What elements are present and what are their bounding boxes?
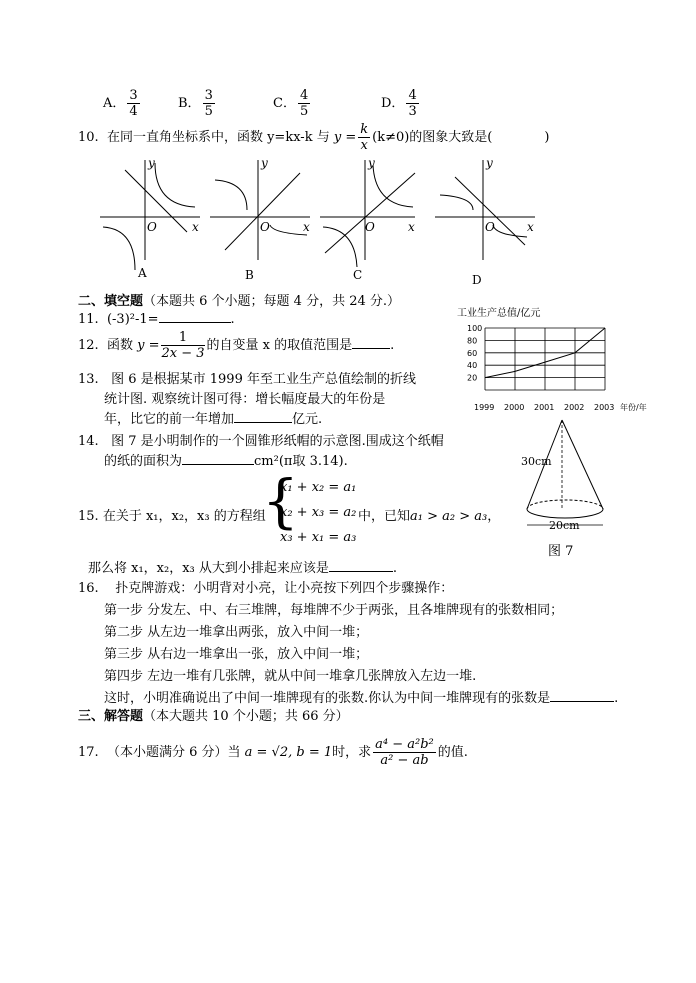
graph-d — [435, 160, 535, 260]
y-tick-label: 80 — [467, 336, 478, 346]
q9-option-c: C． $\frac{4}{5}$ — [273, 88, 309, 119]
q9-option-b: B． $\frac{3}{5}$ — [178, 88, 213, 119]
q10-graphs — [95, 155, 545, 290]
q10-stem: 10. 在同一直角坐标系中，函数 y=kx-k 与 y = $\frac{k}{x}$ (k≠0)的图象大致是( ) — [78, 122, 550, 153]
axis-label: y — [148, 156, 155, 170]
q15-eq3: x₃ + x₁ = a₃ — [280, 530, 357, 545]
y-tick-label: 60 — [467, 348, 478, 358]
y-tick-label: 40 — [467, 361, 478, 371]
chart-title: 工业生产总值/亿元 — [457, 308, 541, 319]
x-axis-label: 年份/年 — [620, 403, 647, 412]
brace: { — [262, 467, 299, 535]
q16: 16. 扑克牌游戏：小明背对小亮，让小亮按下列四个步骤操作： 第一步 分发左、中、右三堆牌，每堆牌不少于两张，且各堆牌现有的张数相同； 第二步 从左边一堆拿出两张，放入中间一堆； 第三步 从右边一堆拿出一张，放入中间一堆； 第四步 左边一堆有几张牌，就从中间一堆拿几张牌放入左边一堆. 这时，小明准确说出了中间一堆牌现有的张数.你认为中间一堆牌现有的张数是 . — [78, 581, 619, 706]
q13: 13. 图 6 是根据某市 1999 年至工业生产总值绘制的折线 统计图. 观察统计图可得：增长幅度最大的年份是 年，比它的前一年增加 亿元. — [78, 372, 416, 427]
axis-label: y — [261, 156, 268, 170]
figure7-caption: 图 7 — [548, 544, 574, 559]
y-tick-label: 20 — [467, 373, 478, 383]
q9-options — [103, 78, 443, 118]
x-tick-label: 1999 — [474, 403, 495, 412]
q9-option-a: A． $\frac{3}{4}$ — [103, 88, 138, 119]
graph-c — [320, 160, 415, 267]
line-chart — [450, 318, 665, 418]
q15-eq1: x₁ + x₂ = a₁ — [280, 480, 357, 495]
x-tick-label: 2000 — [504, 403, 525, 412]
graph-label-d: D — [472, 273, 482, 287]
graph-b — [210, 160, 310, 260]
origin-label: O — [147, 220, 157, 234]
axis-label: x — [192, 220, 199, 234]
section3-heading: 三、解答题（本大题共 10 个小题；共 66 分） — [78, 709, 349, 724]
axis-label: y — [368, 156, 375, 170]
graph-label-a: A — [138, 266, 147, 280]
graph-label-c: C — [353, 268, 363, 282]
y-tick-label: 100 — [467, 324, 483, 333]
q15-line2: 那么将 x₁，x₂，x₃ 从大到小排起来应该是 . — [88, 561, 398, 576]
q15-condition: 中，已知a₁ > a₂ > a₃， — [358, 509, 501, 524]
q11: 11. (-3)²-1= . — [78, 312, 235, 327]
origin-label: O — [485, 220, 495, 234]
origin-label: O — [260, 220, 270, 234]
x-tick-label: 2002 — [564, 403, 585, 412]
axis-label: x — [527, 220, 534, 234]
q12: 12. 函数 y = $\frac{1}{2x - 3}$ 的自变量 x 的取值范围是 . — [78, 330, 395, 361]
axis-label: x — [408, 220, 415, 234]
q9-option-d: D． $\frac{4}{3}$ — [381, 88, 417, 119]
q15-number: 15. 在关于 x₁，x₂，x₃ 的方程组 — [78, 509, 266, 524]
q14: 14. 图 7 是小明制作的一个圆锥形纸帽的示意图.围成这个纸帽 的纸的面积为 cm²(π取 3.14). — [78, 434, 444, 469]
slant-label: 30cm — [521, 455, 552, 468]
cone-figure — [515, 415, 615, 545]
graph-label-b: B — [245, 268, 254, 282]
x-tick-label: 2003 — [594, 403, 615, 412]
x-tick-label: 2001 — [534, 403, 555, 412]
q17: 17. （本小题满分 6 分）当 a = √2, b = 1时，求 $\frac{\text{a⁴ − a²b²}}{\text{a² − ab}}$ 的值. — [78, 737, 468, 768]
graph-a — [100, 160, 200, 270]
axis-label: y — [486, 156, 493, 170]
origin-label: O — [365, 220, 375, 234]
section2-heading: 二、填空题（本题共 6 个小题；每题 4 分，共 24 分.） — [78, 294, 401, 309]
q15-eq2: x₂ + x₃ = a₂ — [280, 505, 357, 520]
axis-label: x — [303, 220, 310, 234]
diameter-label: 20cm — [549, 519, 580, 532]
